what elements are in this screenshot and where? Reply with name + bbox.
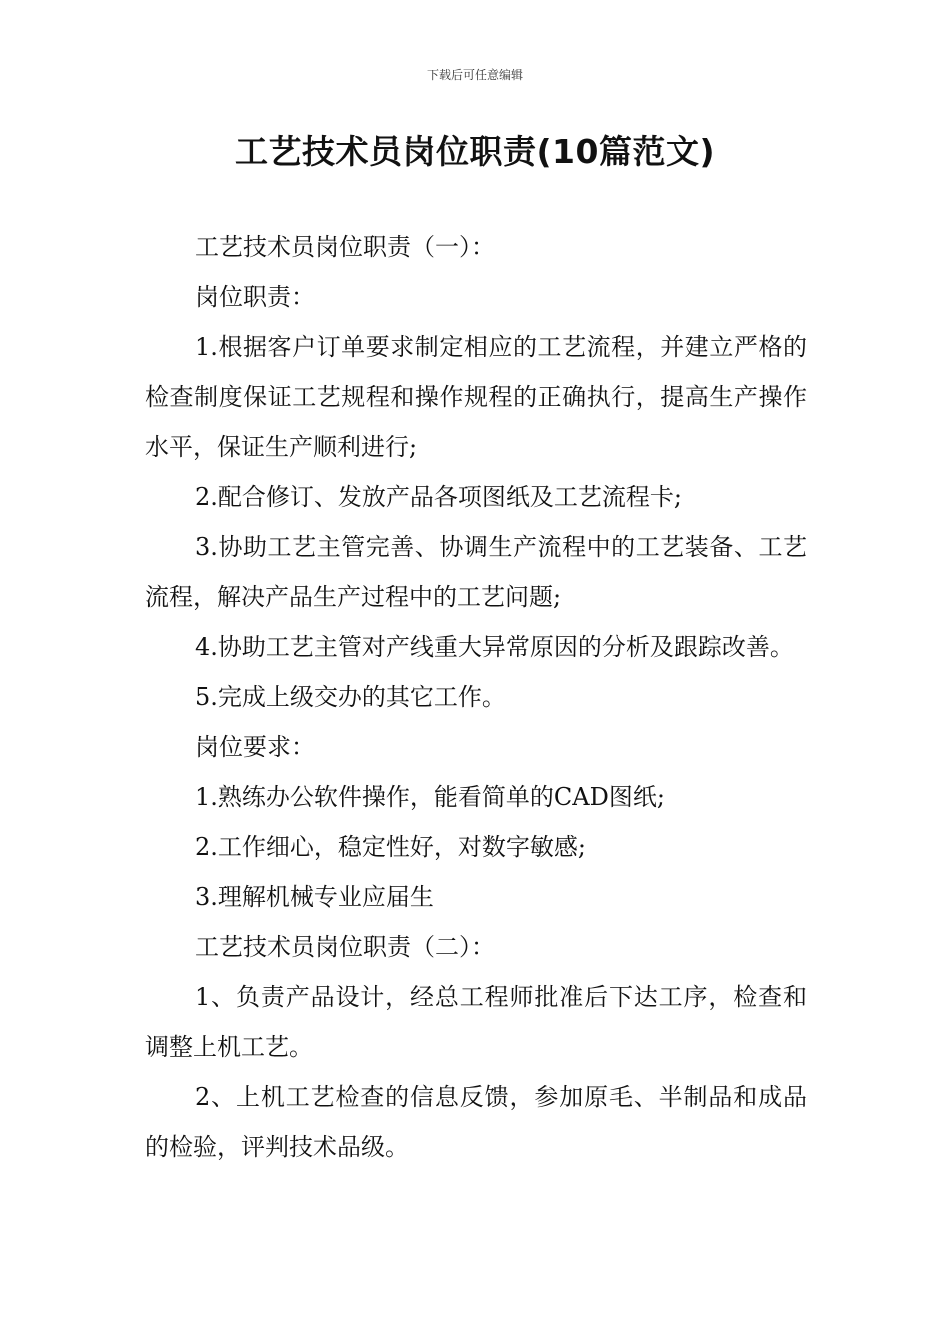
paragraph-requirements-label: 岗位要求： bbox=[195, 733, 315, 761]
document-title: 工艺技术员岗位职责(10篇范文) bbox=[234, 132, 716, 171]
paragraph-section-heading-1: 工艺技术员岗位职责（一）： bbox=[195, 233, 495, 261]
paragraph-duty-2: 2.配合修订、发放产品各项图纸及工艺流程卡; bbox=[195, 483, 682, 511]
paragraph-requirement-3: 3.理解机械专业应届生 bbox=[195, 883, 434, 911]
paragraph-duty-5: 5.完成上级交办的其它工作。 bbox=[195, 683, 506, 711]
paragraph-section-heading-2: 工艺技术员岗位职责（二）： bbox=[195, 933, 495, 961]
paragraph-requirement-2: 2.工作细心，稳定性好，对数字敏感; bbox=[195, 833, 586, 861]
paragraph-item-1: 1、负责产品设计，经总工程师批准后下达工序，检查和调整上机工艺。 bbox=[145, 983, 807, 1061]
paragraph-requirement-1: 1.熟练办公软件操作，能看简单的CAD图纸; bbox=[195, 783, 665, 811]
paragraph-item-2: 2、上机工艺检查的信息反馈，参加原毛、半制品和成品的检验，评判技术品级。 bbox=[145, 1083, 807, 1161]
paragraph-duties-label: 岗位职责： bbox=[195, 283, 315, 311]
document-body bbox=[145, 222, 807, 1172]
paragraph-duty-4: 4.协助工艺主管对产线重大异常原因的分析及跟踪改善。 bbox=[195, 633, 794, 661]
page-header-note: 下载后可任意编辑 bbox=[426, 68, 523, 82]
paragraph-duty-3: 3.协助工艺主管完善、协调生产流程中的工艺装备、工艺流程，解决产品生产过程中的工艺问题; bbox=[145, 533, 807, 611]
paragraph-duty-1: 1.根据客户订单要求制定相应的工艺流程，并建立严格的检查制度保证工艺规程和操作规程的正确执行，提高生产操作水平，保证生产顺利进行; bbox=[145, 333, 807, 461]
